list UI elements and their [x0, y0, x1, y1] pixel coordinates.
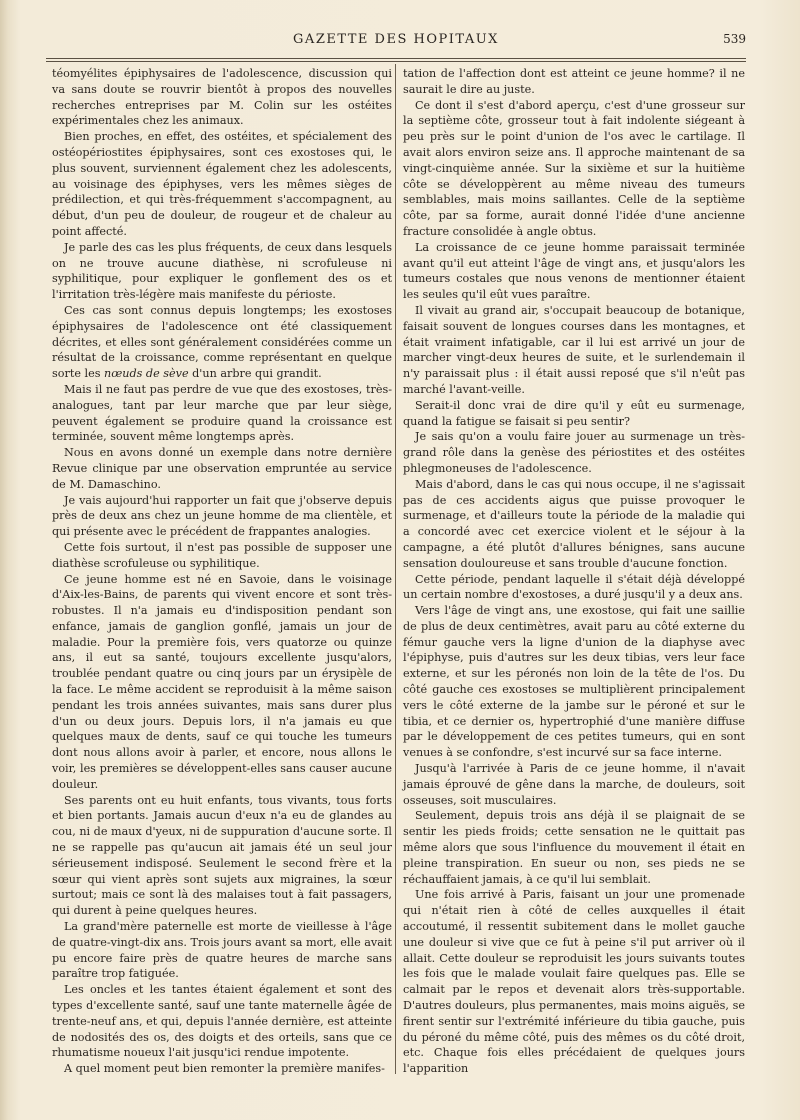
- paragraph: Ce dont il s'est d'abord aperçu, c'est d'une grosseur sur la septième côte, grosseur tout à fait indolente siégeant à peu près sur le point d'union de l'os avec le cartilage. Il avait alors environ seize ans. Il approche maintenant de sa vingt-cinquième année. Sur la sixième et sur la huitième côte se développèrent au même niveau des tumeurs semblables, mais moins saillantes. Celle de la septième côte, par sa forme, aurait donné l'idée d'une ancienne fracture consolidée à angle obtus.: [403, 98, 745, 238]
- paragraph: [52, 303, 392, 382]
- paragraph: La grand'mère paternelle est morte de vieillesse à l'âge de quatre-vingt-dix ans. Trois jours avant sa mort, elle avait pu encore faire près de quatre heures de marche sans paraître trop fatiguée.: [52, 920, 392, 981]
- paragraph: Cette période, pendant laquelle il s'était déjà développé un certain nombre d'exostoses, a duré jusqu'il y a deux ans.: [403, 572, 745, 602]
- paragraph: Il vivait au grand air, s'occupait beaucoup de botanique, faisait souvent de longues courses dans les montagnes, et était vraiment infatigable, car il lui est arrivé un jour de marcher vingt-deux heures de suite, et le surlendemain il n'y paraissait plus : il était aussi reposé que s'il n'eût pas marché l'avant-veille.: [403, 303, 745, 396]
- paragraph: tation de l'affection dont est atteint ce jeune homme? il ne saurait le dire au juste.: [403, 67, 745, 96]
- paragraph-text: d'un arbre qui grandit.: [188, 367, 322, 381]
- paragraph: Vers l'âge de vingt ans, une exostose, qui fait une saillie de plus de deux centimètres, avait paru au côté externe du fémur gauche vers la ligne d'union de la diaphyse avec l'épiphyse, puis d'autres sur les deux tibias, vers leur face externe, et sur les péronés non loin de la tête de l'os. Du côté gauche ces exostoses se multiplièrent principalement vers le côté externe de la jambe sur le péroné et sur le tibia, et ce dernier os, hypertrophié d'une manière diffuse par le développement de ces petites tumeurs, qui en sont venues à se confondre, s'est incurvé sur sa face interne.: [403, 604, 745, 760]
- page-number: 539: [723, 32, 746, 46]
- running-title: GAZETTE DES HOPITAUX: [293, 32, 499, 47]
- paragraph: Cette fois surtout, il n'est pas possible de supposer une diathèse scrofuleuse ou syphilitique.: [52, 540, 392, 570]
- paragraph: Ses parents ont eu huit enfants, tous vivants, tous forts et bien portants. Jamais aucun d'eux n'a eu de glandes au cou, ni de maux d'yeux, ni de suppuration d'aucune sorte. Il ne se rappelle pas qu'aucun ait jamais été un seul jour sérieusement indisposé. Seulement le second frère et la sœur qui vient après sont sujets aux migraines, la sœur surtout; mais ce sont là des malaises tout à fait passagers, qui durent à peine quelques heures.: [52, 793, 392, 918]
- paragraph: Je vais aujourd'hui rapporter un fait que j'observe depuis près de deux ans chez un jeune homme de ma clientèle, et qui présente avec le précédent de frappantes analogies.: [52, 493, 392, 539]
- italic-phrase: nœuds de sève: [104, 367, 189, 381]
- paragraph-text: Ces cas sont connus depuis longtemps; les exostoses épiphysaires de l'adolescence ont été classiquement décrites, et elles sont généralement considérées comme un résultat de la croissance, comme représentant en quelque sorte les: [52, 303, 392, 381]
- paragraph: Nous en avons donné un exemple dans notre dernière Revue clinique par une observation empruntée au service de M. Damaschino.: [52, 446, 392, 491]
- paragraph: Bien proches, en effet, des ostéites, et spécialement des ostéopériostites épiphysaires, sont ces exostoses qui, le plus souvent, surviennent également chez les adolescents, au voisinage des épiphyses, vers les mêmes sièges de prédilection, et qui très-fréquemment s'accompagnent, au début, d'un peu de douleur, de rougeur et de chaleur au point affecté.: [52, 130, 392, 238]
- left-column: [52, 66, 392, 1077]
- paragraph: Mais d'abord, dans le cas qui nous occupe, il ne s'agissait pas de ces accidents aigus que puisse provoquer le surmenage, et d'ailleurs toute la période de la maladie qui a concordé avec cet exercice violent et le séjour à la campagne, a été plutôt d'allures bénignes, sans aucune sensation douloureuse et sans trouble d'aucune fonction.: [403, 477, 745, 570]
- right-column: [403, 66, 745, 1077]
- paragraph: téomyélites épiphysaires de l'adolescence, discussion qui va sans doute se rouvrir bientôt à propos des nouvelles recherches entreprises par M. Colin sur les ostéites expérimentales chez les animaux.: [52, 67, 392, 128]
- paragraph: Je parle des cas les plus fréquents, de ceux dans lesquels on ne trouve aucune diathèse, ni scrofuleuse ni syphilitique, pour expliquer le gonflement des os et l'irritation très-légère mais manifeste du périoste.: [52, 240, 392, 302]
- paragraph: Les oncles et les tantes étaient également et sont des types d'excellente santé, sauf une tante maternelle âgée de trente-neuf ans, et qui, depuis l'année dernière, est atteinte de nodosités des os, des doigts et des orteils, sans que ce rhumatisme noueux l'ait jusqu'ici rendue impotente.: [52, 983, 392, 1060]
- paragraph: Mais il ne faut pas perdre de vue que des exostoses, très-analogues, tant par leur marche que par leur siège, peuvent également se produire quand la croissance est terminée, souvent même longtemps après.: [52, 382, 392, 444]
- paragraph: Je sais qu'on a voulu faire jouer au surmenage un très-grand rôle dans la genèse des périostites et des ostéites phlegmoneuses de l'adolescence.: [403, 430, 745, 475]
- paragraph: La croissance de ce jeune homme paraissait terminée avant qu'il eut atteint l'âge de vingt ans, et jusqu'alors les tumeurs costales que nous venons de mentionner étaient les seules qu'il eût vues paraître.: [403, 240, 745, 302]
- paragraph: Serait-il donc vrai de dire qu'il y eût eu surmenage, quand la fatigue se faisait si peu sentir?: [403, 398, 745, 428]
- paragraph: Une fois arrivé à Paris, faisant un jour une promenade qui n'était rien à côté de celles auxquelles il était accoutumé, il ressentit subitement dans le mollet gauche une douleur si vive que ce fut à peine s'il put arriver où il allait. Cette douleur se reproduisit les jours suivants toutes les fois que le malade voulait faire quelques pas. Elle se calmait par le repos et devenait alors très-supportable. D'autres douleurs, plus permanentes, mais moins aiguës, se firent sentir sur l'extrémité inférieure du tibia gauche, puis du péroné du même côté, puis des mêmes os du côté droit, etc. Chaque fois elles précédaient de quelques jours l'apparition: [403, 888, 745, 1076]
- page-header: [46, 30, 746, 54]
- paragraph: Seulement, depuis trois ans déjà il se plaignait de se sentir les pieds froids; cette sensation ne le quittait pas même alors que sous l'influence du mouvement il était en pleine transpiration. En sueur ou non, ses pieds ne se réchauffaient jamais, à ce qu'il lui semblait.: [403, 809, 745, 886]
- column-divider: [395, 64, 396, 1074]
- header-rule: [46, 58, 746, 62]
- paragraph: Ce jeune homme est né en Savoie, dans le voisinage d'Aix-les-Bains, de parents qui vivent encore et sont très-robustes. Il n'a jamais eu d'indisposition pendant son enfance, jamais de ganglion gonflé, jamais un jour de maladie. Pour la première fois, vers quatorze ou quinze ans, il eut sa santé, toujours excellente jusqu'alors, troublée pendant quatre ou cinq jours par un érysipèle de la face. Le même accident se reproduisit à la même saison pendant les trois années suivantes, mais sans durer plus d'un ou deux jours. Depuis lors, il n'a jamais eu que quelques maux de dents, sauf ce qui touche les tumeurs dont nous allons avoir à parler, et encore, nous allons le voir, les premières se développent-elles sans causer aucune douleur.: [52, 572, 392, 791]
- paragraph: Jusqu'à l'arrivée à Paris de ce jeune homme, il n'avait jamais éprouvé de gêne dans la marche, de douleurs, soit osseuses, soit musculaires.: [403, 762, 745, 807]
- paragraph: A quel moment peut bien remonter la première manifes-: [64, 1062, 385, 1076]
